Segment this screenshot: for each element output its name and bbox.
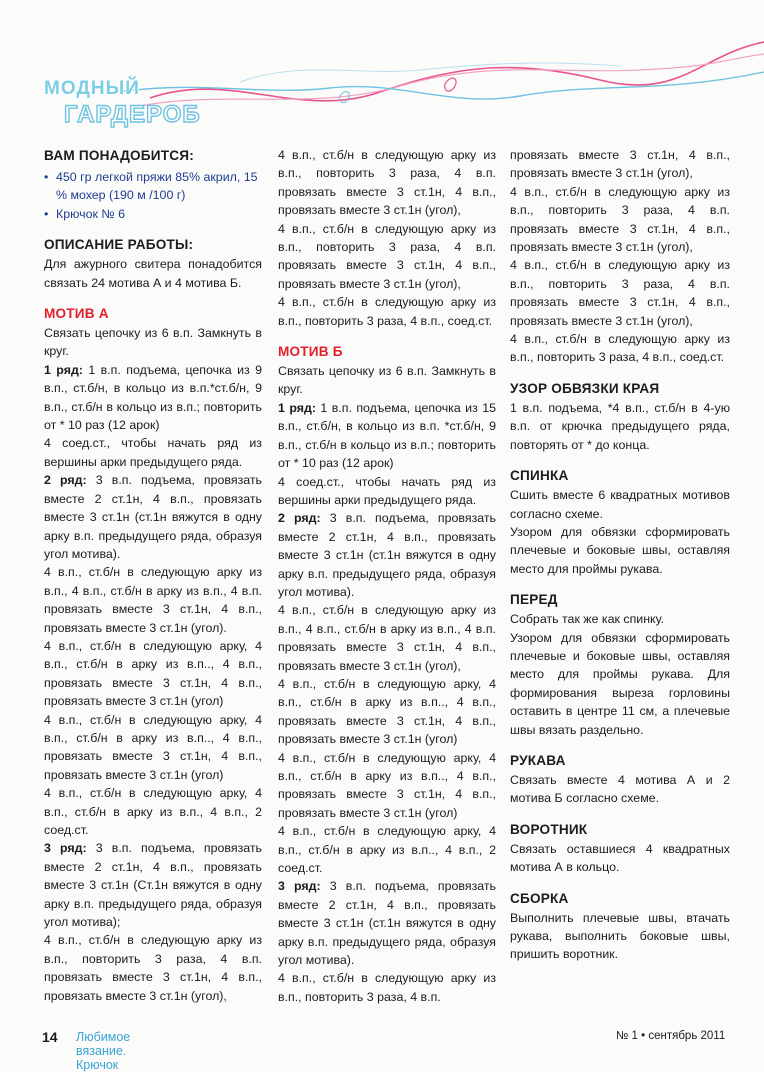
paragraph: 4 в.п., ст.б/н в следующую арку, 4 в.п., ст.б/н в арку из в.п.., 4 в.п., провязать вместе 3 ст.1н, 4 в.п., провязать вместе 3 ст.1н (угол): [278, 750, 496, 820]
needs-title: ВАМ ПОНАДОБИТСЯ:: [44, 148, 194, 163]
motif-a-row1: [44, 361, 262, 435]
row-text: 3 в.п. подъема, провязать вместе 2 ст.1н, 4 в.п., провязать вместе 3 ст.1н (Ст.1н вяжутся в одну арку в.п. предыдущего ряда, образуя угол мотива);: [44, 841, 263, 930]
back-text: Сшить вместе 6 квадратных мотивов согласно схеме.: [510, 488, 730, 521]
column-3: [510, 146, 730, 964]
paragraph: 4 в.п., ст.б/н в следующую арку из в.п., повторить 3 раза, 4 в.п. провязать вместе 3 ст.1н, 4 в.п., провязать вместе 3 ст.1н (угол),: [278, 221, 496, 291]
assembly-text: Выполнить плечевые швы, втачать рукава, выполнить боковые швы, пришить воротник.: [510, 910, 730, 962]
row-label: 1 ряд:: [278, 400, 316, 415]
row-text: 3 в.п. подъема, провязать вместе 2 ст.1н, 4 в.п., провязать вместе 3 ст.1н (ст.1н вяжутся в одну арку в.п. предыдущего ряда, образуя угол мотива).: [44, 473, 263, 561]
issue-info: № 1 • сентябрь 2011: [616, 1030, 726, 1042]
column-2: [278, 146, 496, 1006]
paragraph: 4 соед.ст., чтобы начать ряд из вершины арки предыдущего ряда.: [44, 436, 262, 469]
description-text: Для ажурного свитера понадобится связать 24 мотива А и 4 мотива Б.: [44, 257, 262, 290]
row-text: 3 в.п. подъема, провязать вместе 2 ст.1н, 4 в.п., провязать вместе 3 ст.1н (ст.1н вяжутся в одну арку в.п. предыдущего ряда, образуя угол мотива).: [278, 511, 497, 599]
motif-a-title: МОТИВ А: [44, 306, 109, 322]
needs-item: • Крючок № 6: [44, 205, 262, 223]
motif-a-row3: [44, 839, 262, 931]
paragraph: 4 в.п., ст.б/н в следующую арку, 4 в.п., ст.б/н в арку из в.п.., 4 в.п., провязать вместе 3 ст.1н, 4 в.п., провязать вместе 3 ст.1н (угол): [278, 676, 496, 747]
paragraph: 4 соед.ст., чтобы начать ряд из вершины арки предыдущего ряда.: [278, 474, 496, 507]
row-text: 1 в.п. подъема, цепочка из 15 в.п., ст.б/н, в кольцо из в.п. *ст.б/н, 9 в.п., ст.б/н в кольцо из в.п.; повторить от * 10 раз (12 арок): [278, 400, 496, 471]
front-text: Собрать так же как спинку.: [510, 612, 665, 627]
paragraph: 4 в.п., ст.б/н в следующую арку из в.п., повторить 3 раза, 4 в.п. провязать вместе 3 ст.1н, 4 в.п., провязать вместе 3 ст.1н (угол),: [278, 148, 496, 218]
back-title: СПИНКА: [510, 468, 569, 484]
column-1: [44, 146, 262, 1005]
paragraph: 4 в.п., ст.б/н в следующую арку, 4 в.п., ст.б/н в арку из в.п.., 4 в.п., 2 соед.ст.: [278, 824, 496, 876]
edge-title: УЗОР ОБВЯЗКИ КРАЯ: [510, 380, 660, 396]
paragraph: 4 в.п., ст.б/н в следующую арку из в.п., 4 в.п., ст.б/н в арку из в.п., 4 в.п. провязать вместе 3 ст.1н, 4 в.п., провязать вместе 3 ст.1н (угол),: [278, 603, 496, 673]
row-label: 1 ряд:: [44, 362, 83, 377]
sleeves-text: Связать вместе 4 мотива А и 2 мотива Б согласно схеме.: [510, 772, 730, 806]
paragraph: 4 в.п., ст.б/н в следующую арку, 4 в.п., ст.б/н в арку из в.п., 4 в.п., 2 соед.ст.: [44, 786, 262, 837]
collar-title: ВОРОТНИК: [510, 821, 588, 837]
row-label: 2 ряд:: [278, 511, 321, 526]
needs-list: [44, 168, 262, 223]
motif-a-intro: Связать цепочку из 6 в.п. Замкнуть в круг.: [44, 326, 262, 359]
motif-b-row3: [278, 877, 496, 969]
row-label: 3 ряд:: [44, 841, 87, 856]
paragraph: 4 в.п., ст.б/н в следующую арку из в.п., повторить 3 раза, 4 в.п. провязать вместе 3 ст.1н, 4 в.п., провязать вместе 3 ст.1н (угол),: [44, 933, 262, 1003]
magazine-name: Любимое вязание. Крючок: [76, 1030, 131, 1072]
assembly-title: СБОРКА: [510, 890, 569, 906]
motif-b-row2: [278, 509, 496, 601]
paragraph: 4 в.п., ст.б/н в следующую арку из в.п., повторить 3 раза, 4 в.п.: [278, 971, 496, 1004]
motif-b-title: МОТИВ Б: [278, 344, 343, 360]
row-text: 1 в.п. подъема, цепочка из 9 в.п., ст.б/н, в кольцо из в.п.*ст.б/н, 9 в.п., ст.б/н в кольцо из в.п.; повторить от * 10 раз (12 арок): [44, 362, 262, 433]
paragraph: 4 в.п., ст.б/н в следующую арку из в.п., повторить 3 раза, 4 в.п., соед.ст.: [278, 295, 496, 328]
front-text: Узором для обвязки сформировать плечевые и боковые швы, оставляя место для проймы рукава. Для формирования выреза горловины оставить в центре 11 см, а плечевые швы вязать раздельно.: [510, 630, 730, 737]
brand-bottom-text: ГАРДЕРОБ: [64, 101, 201, 128]
row-text: 3 в.п. подъема, провязать вместе 2 ст.1н, 4 в.п., провязать вместе 3 ст.1н (ст.1н вяжутся в одну арку в.п. предыдущего ряда, образуя угол мотива).: [278, 879, 497, 968]
paragraph: 4 в.п., ст.б/н в следующую арку из в.п., повторить 3 раза, 4 в.п. провязать вместе 3 ст.1н, 4 в.п., провязать вместе 3 ст.1н (угол),: [510, 184, 730, 255]
collar-text: Связать оставшиеся 4 квадратных мотива А в кольцо.: [510, 841, 730, 875]
row-label: 3 ряд:: [278, 879, 321, 894]
front-title: ПЕРЕД: [510, 592, 558, 608]
paragraph: провязать вместе 3 ст.1н, 4 в.п., провязать вместе 3 ст.1н (угол),: [510, 148, 730, 181]
motif-a-row2: [44, 471, 262, 563]
paragraph: 4 в.п., ст.б/н в следующую арку, 4 в.п., ст.б/н в арку из в.п.., 4 в.п., провязать вместе 3 ст.1н, 4 в.п., провязать вместе 3 ст.1н (угол): [44, 712, 262, 782]
row-label: 2 ряд:: [44, 473, 87, 488]
brand-top-text: МОДНЫЙ: [44, 78, 140, 99]
paragraph: 4 в.п., ст.б/н в следующую арку из в.п., 4 в.п., ст.б/н в арку из в.п., 4 в.п. провязать вместе 3 ст.1н, 4 в.п., провязать вместе 3 ст.1н (угол).: [44, 565, 262, 635]
description-title: ОПИСАНИЕ РАБОТЫ:: [44, 237, 194, 253]
section-brand: [44, 78, 201, 129]
paragraph: 4 в.п., ст.б/н в следующую арку из в.п., повторить 3 раза, 4 в.п., соед.ст.: [510, 332, 730, 365]
motif-b-row1: [278, 399, 496, 473]
back-text: Узором для обвязки сформировать плечевые и боковые швы, оставляя место для проймы рукава.: [510, 524, 730, 576]
paragraph: 4 в.п., ст.б/н в следующую арку из в.п., повторить 3 раза, 4 в.п. провязать вместе 3 ст.1н, 4 в.п., провязать вместе 3 ст.1н (угол),: [510, 258, 730, 328]
edge-text: 1 в.п. подъема, *4 в.п., ст.б/н в 4-ую в.п. от крючка предыдущего ряда, повторять от * до конца.: [510, 400, 730, 452]
needs-item: • 450 гр легкой пряжи 85% акрил, 15 % мохер (190 м /100 г): [44, 168, 262, 205]
page-number: 14: [42, 1029, 58, 1045]
motif-b-intro: Связать цепочку из 6 в.п. Замкнуть в круг.: [278, 364, 496, 397]
paragraph: 4 в.п., ст.б/н в следующую арку, 4 в.п., ст.б/н в арку из в.п.., 4 в.п., провязать вместе 3 ст.1н, 4 в.п., провязать вместе 3 ст.1н (угол): [44, 638, 262, 709]
sleeves-title: РУКАВА: [510, 752, 566, 768]
